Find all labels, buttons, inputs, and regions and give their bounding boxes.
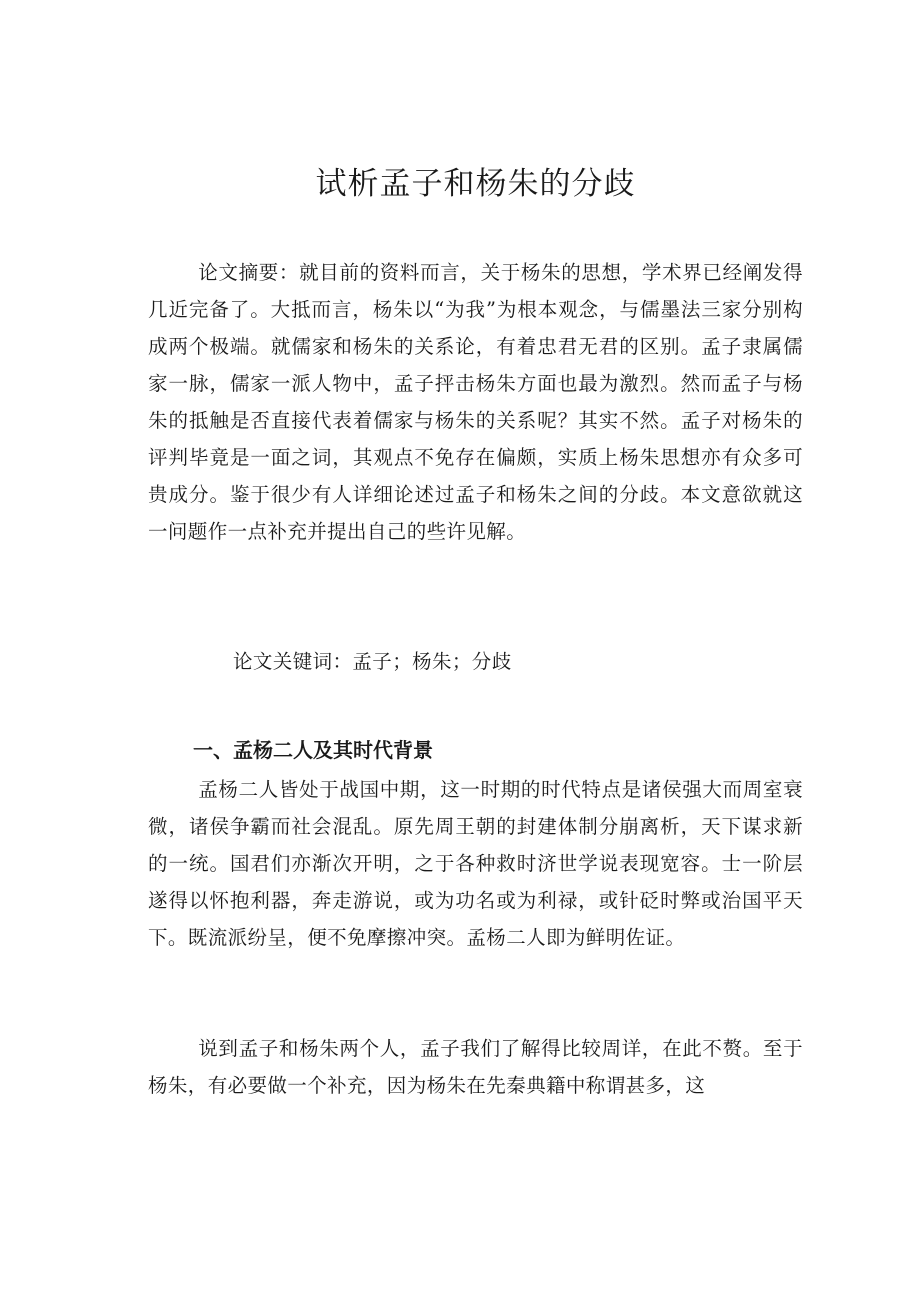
abstract-paragraph [148, 254, 803, 550]
abstract-text: 论文摘要：就目前的资料而言，关于杨朱的思想，学术界已经阐发得几近完备了。大抵而言，杨朱以“为我”为根本观念，与儒墨法三家分别构成两个极端。就儒家和杨朱的关系论，有着忠君无君的区别。孟子隶属儒家一脉，儒家一派人物中，孟子抨击杨朱方面也最为激烈。然而孟子与杨朱的抵触是否直接代表着儒家与杨朱的关系呢？其实不然。孟子对杨朱的评判毕竟是一面之词，其观点不免存在偏颇，实质上杨朱思想亦有众多可贵成分。鉴于很少有人详细论述过孟子和杨朱之间的分歧。本文意欲就这一问题作一点补充并提出自己的些许见解。 [148, 261, 803, 543]
keywords-line: 论文关键词：孟子；杨朱；分歧 [233, 650, 512, 673]
body-paragraph-1 [148, 771, 803, 956]
body-paragraph-2 [148, 1030, 803, 1104]
body-paragraph-1-text: 孟杨二人皆处于战国中期，这一时期的时代特点是诸侯强大而周室衰微，诸侯争霸而社会混乱。原先周王朝的封建体制分崩离析，天下谋求新的一统。国君们亦渐次开明，之于各种救时济世学说表现宽容。士一阶层遂得以怀抱利器，奔走游说，或为功名或为利禄，或针砭时弊或治国平天下。既流派纷呈，便不免摩擦冲突。孟杨二人即为鲜明佐证。 [148, 778, 803, 949]
body-paragraph-2-text: 说到孟子和杨朱两个人，孟子我们了解得比较周详，在此不赘。至于杨朱，有必要做一个补充，因为杨朱在先秦典籍中称谓甚多，这 [148, 1037, 803, 1097]
section-heading: 一、孟杨二人及其时代背景 [193, 738, 433, 762]
document-title: 试析孟子和杨朱的分歧 [315, 166, 636, 202]
